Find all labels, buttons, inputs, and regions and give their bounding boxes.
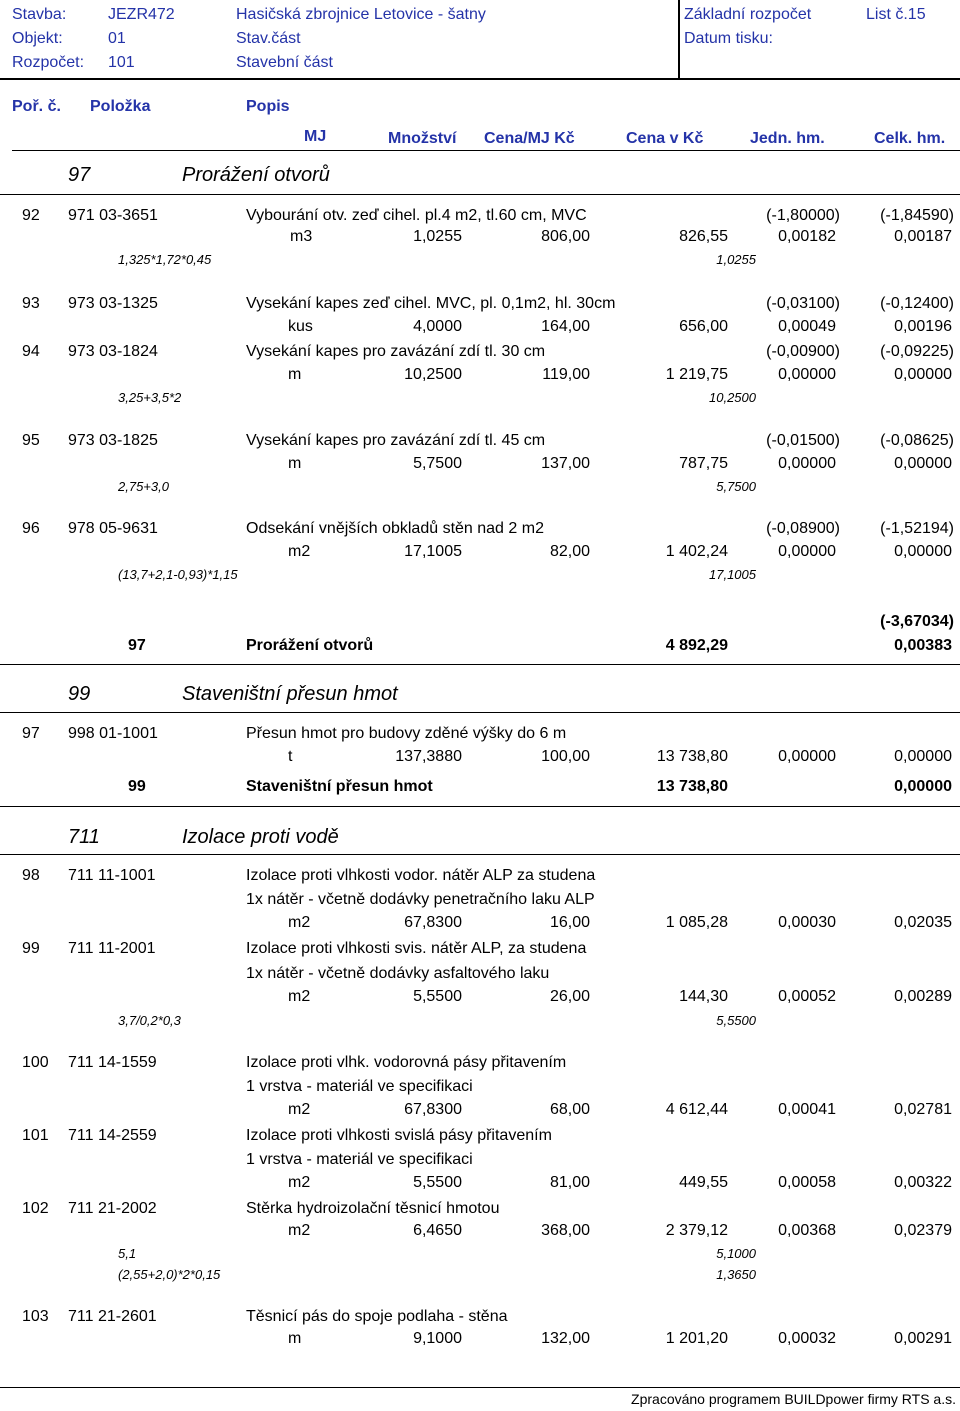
item-celk-hm: 0,00000 [894, 455, 952, 472]
footer-credit: Zpracováno programem BUILDpower firmy RTS a.s. [631, 1391, 956, 1407]
item-jedn-hm: 0,00049 [778, 318, 836, 335]
item-total: 2 379,12 [665, 1222, 728, 1239]
item-por: 98 [22, 867, 40, 884]
item-total: 4 612,44 [665, 1101, 728, 1118]
section-title: Staveništní přesun hmot [182, 683, 398, 705]
item-total: 449,55 [679, 1174, 728, 1191]
item-desc-detail: 1 vrstva - materiál ve specifikaci [246, 1151, 473, 1168]
item-celk-hm: 0,02781 [894, 1101, 952, 1118]
item-price: 164,00 [541, 318, 590, 335]
section-sum-title: Prorážení otvorů [246, 637, 374, 654]
section-code: 97 [68, 164, 91, 186]
objekt-code: 01 [108, 30, 126, 47]
calc-formula: 1,325*1,72*0,45 [118, 252, 212, 267]
item-total: 1 219,75 [665, 366, 728, 383]
column-header-rule [12, 150, 960, 151]
item-celk-hm: 0,00196 [894, 318, 952, 335]
item-celk-dem: (-0,08625) [880, 432, 954, 449]
col-celk-hm: Celk. hm. [874, 130, 946, 147]
calc-formula: (2,55+2,0)*2*0,15 [118, 1267, 221, 1282]
doc-type: Základní rozpočet [684, 6, 812, 23]
item-celk-hm: 0,00289 [894, 988, 952, 1005]
item-qty: 6,4650 [413, 1222, 462, 1239]
rozpocet-label: Rozpočet: [12, 54, 85, 71]
calc-result: 5,1000 [716, 1246, 756, 1261]
item-desc-detail: 1x nátěr - včetně dodávky penetračního laku ALP [246, 891, 595, 908]
item-desc: Vysekání kapes zeď cihel. MVC, pl. 0,1m2, hl. 30cm [246, 295, 616, 312]
stavba-label: Stavba: [12, 6, 67, 23]
item-celk-dem: (-0,09225) [880, 343, 954, 360]
calc-formula: 2,75+3,0 [118, 479, 169, 494]
item-price: 68,00 [549, 1101, 590, 1118]
item-price: 82,00 [549, 543, 590, 560]
col-popis: Popis [246, 98, 290, 115]
item-mj: m2 [288, 1101, 311, 1118]
item-celk-hm: 0,02379 [894, 1222, 952, 1239]
calc-result: 5,5500 [716, 1013, 756, 1028]
item-jedn-hm: 0,00058 [778, 1174, 836, 1191]
item-por: 94 [22, 343, 40, 360]
section-sum-title: Staveništní přesun hmot [246, 778, 433, 795]
report-header [0, 0, 960, 78]
item-mj: m3 [290, 228, 313, 245]
item-celk-hm: 0,00322 [894, 1174, 952, 1191]
item-por: 100 [22, 1054, 49, 1071]
item-desc-detail: 1x nátěr - včetně dodávky asfaltového laku [246, 965, 550, 982]
section-rule [0, 194, 960, 195]
item-code: 711 21-2002 [68, 1200, 157, 1217]
sheet-number: List č.15 [866, 6, 926, 23]
item-code: 978 05-9631 [68, 520, 158, 537]
item-qty: 137,3880 [395, 748, 462, 765]
col-mnozstvi: Množství [388, 130, 457, 147]
section-rule [0, 712, 960, 713]
section-sum-code: 99 [128, 778, 146, 795]
item-mj: kus [288, 318, 313, 335]
item-total: 1 085,28 [665, 914, 728, 931]
item-mj: m [288, 455, 302, 472]
item-mj: m2 [288, 914, 311, 931]
item-por: 101 [22, 1127, 49, 1144]
item-qty: 67,8300 [404, 1101, 462, 1118]
item-celk-hm: 0,00291 [894, 1330, 952, 1347]
item-price: 368,00 [541, 1222, 590, 1239]
item-code: 711 14-1559 [68, 1054, 157, 1071]
calc-formula: (13,7+2,1-0,93)*1,15 [118, 567, 238, 582]
date-label: Datum tisku: [684, 30, 773, 47]
col-jedn-hm: Jedn. hm. [750, 130, 825, 147]
item-celk-hm: 0,00187 [894, 228, 952, 245]
item-total: 144,30 [679, 988, 728, 1005]
item-desc: Těsnicí pás do spoje podlaha - stěna [246, 1308, 508, 1325]
header-divider [678, 0, 680, 78]
item-celk-hm: 0,02035 [894, 914, 952, 931]
item-desc: Odsekání vnějších obkladů stěn nad 2 m2 [246, 520, 544, 537]
item-qty: 5,5500 [413, 988, 462, 1005]
item-celk-dem: (-1,84590) [880, 207, 954, 224]
item-celk-hm: 0,00000 [894, 366, 952, 383]
item-por: 93 [22, 295, 40, 312]
item-jedn-hm: 0,00000 [778, 455, 836, 472]
calc-result: 10,2500 [709, 390, 756, 405]
rozpocet-name: Stavební část [236, 54, 333, 71]
item-desc: Stěrka hydroizolační těsnicí hmotou [246, 1200, 500, 1217]
col-polozka: Položka [90, 98, 151, 115]
calc-result: 1,3650 [716, 1267, 756, 1282]
item-mj: m2 [288, 1222, 311, 1239]
item-qty: 17,1005 [404, 543, 462, 560]
item-mj: t [288, 748, 293, 765]
item-desc: Izolace proti vlhkosti svislá pásy přitavením [246, 1127, 552, 1144]
item-code: 973 03-1325 [68, 295, 158, 312]
item-qty: 5,7500 [413, 455, 462, 472]
item-por: 96 [22, 520, 40, 537]
item-desc: Vysekání kapes pro zavázání zdí tl. 30 cm [246, 343, 546, 360]
item-jedn-hm: 0,00000 [778, 748, 836, 765]
calc-result: 17,1005 [709, 567, 756, 582]
item-desc: Vybourání otv. zeď cihel. pl.4 m2, tl.60 cm, MVC [246, 207, 587, 224]
col-mj: MJ [304, 128, 327, 145]
item-qty: 5,5500 [413, 1174, 462, 1191]
footer-rule [0, 1387, 960, 1388]
item-code: 711 11-2001 [68, 940, 156, 957]
section-rule [0, 854, 960, 855]
item-desc: Přesun hmot pro budovy zděné výšky do 6 m [246, 725, 567, 742]
item-por: 103 [22, 1308, 49, 1325]
item-desc: Izolace proti vlhkosti svis. nátěr ALP, za studena [246, 940, 587, 957]
item-total: 1 402,24 [665, 543, 728, 560]
item-price: 132,00 [541, 1330, 590, 1347]
stavba-name: Hasičská zbrojnice Letovice - šatny [236, 6, 486, 23]
item-code: 973 03-1824 [68, 343, 158, 360]
section-code: 99 [68, 683, 91, 705]
item-total: 787,75 [679, 455, 728, 472]
item-code: 711 21-2601 [68, 1308, 157, 1325]
stavba-code: JEZR472 [108, 6, 175, 23]
item-jedn-hm: 0,00182 [778, 228, 836, 245]
item-celk-hm: 0,00000 [894, 543, 952, 560]
header-bottom-rule [0, 78, 960, 80]
item-por: 97 [22, 725, 40, 742]
item-code: 711 14-2559 [68, 1127, 157, 1144]
item-jedn-hm: 0,00052 [778, 988, 836, 1005]
item-desc: Izolace proti vlhkosti vodor. nátěr ALP za studena [246, 867, 596, 884]
item-total: 1 201,20 [665, 1330, 728, 1347]
item-code: 973 03-1825 [68, 432, 158, 449]
item-price: 16,00 [549, 914, 590, 931]
item-jedn-dem: (-0,08900) [766, 520, 840, 537]
section-code: 711 [68, 826, 100, 848]
section-sum-total: 4 892,29 [665, 637, 728, 654]
section-title: Prorážení otvorů [182, 164, 330, 186]
section-sum-demolition: (-3,67034) [880, 613, 954, 630]
item-jedn-dem: (-0,01500) [766, 432, 840, 449]
item-desc-detail: 1 vrstva - materiál ve specifikaci [246, 1078, 473, 1095]
col-cena: Cena v Kč [626, 130, 704, 147]
item-code: 971 03-3651 [68, 207, 158, 224]
item-jedn-dem: (-1,80000) [766, 207, 840, 224]
item-jedn-hm: 0,00041 [778, 1101, 836, 1118]
col-por: Poř. č. [12, 98, 61, 115]
item-price: 806,00 [541, 228, 590, 245]
item-total: 826,55 [679, 228, 728, 245]
item-total: 656,00 [679, 318, 728, 335]
item-price: 119,00 [542, 366, 590, 383]
item-code: 711 11-1001 [68, 867, 156, 884]
item-code: 998 01-1001 [68, 725, 158, 742]
item-qty: 10,2500 [404, 366, 462, 383]
calc-result: 5,7500 [716, 479, 756, 494]
section-sum-weight: 0,00000 [894, 778, 952, 795]
objekt-name: Stav.část [236, 30, 301, 47]
item-qty: 67,8300 [404, 914, 462, 931]
section-sum-code: 97 [128, 637, 146, 654]
item-jedn-hm: 0,00032 [778, 1330, 836, 1347]
item-price: 81,00 [549, 1174, 590, 1191]
item-jedn-dem: (-0,00900) [766, 343, 840, 360]
section-rule [0, 664, 960, 665]
item-desc: Vysekání kapes pro zavázání zdí tl. 45 cm [246, 432, 546, 449]
item-celk-dem: (-1,52194) [880, 520, 954, 537]
item-por: 102 [22, 1200, 49, 1217]
item-celk-dem: (-0,12400) [880, 295, 954, 312]
calc-formula: 5,1 [118, 1246, 137, 1261]
section-rule [0, 806, 960, 807]
calc-result: 1,0255 [716, 252, 756, 267]
calc-formula: 3,25+3,5*2 [118, 390, 182, 405]
item-price: 137,00 [541, 455, 590, 472]
item-jedn-dem: (-0,03100) [766, 295, 840, 312]
col-cena-mj: Cena/MJ Kč [484, 130, 575, 147]
item-jedn-hm: 0,00000 [778, 543, 836, 560]
item-mj: m [288, 1330, 302, 1347]
item-desc: Izolace proti vlhk. vodorovná pásy přitavením [246, 1054, 567, 1071]
item-por: 92 [22, 207, 40, 224]
item-mj: m2 [288, 988, 311, 1005]
item-qty: 1,0255 [413, 228, 462, 245]
item-mj: m [288, 366, 302, 383]
item-price: 26,00 [549, 988, 590, 1005]
objekt-label: Objekt: [12, 30, 63, 47]
item-mj: m2 [288, 1174, 311, 1191]
item-price: 100,00 [541, 748, 590, 765]
rozpocet-code: 101 [108, 54, 135, 71]
item-jedn-hm: 0,00030 [778, 914, 836, 931]
item-por: 95 [22, 432, 40, 449]
section-title: Izolace proti vodě [182, 826, 339, 848]
item-por: 99 [22, 940, 40, 957]
item-qty: 9,1000 [413, 1330, 462, 1347]
item-jedn-hm: 0,00368 [778, 1222, 836, 1239]
item-celk-hm: 0,00000 [894, 748, 952, 765]
item-qty: 4,0000 [413, 318, 462, 335]
item-jedn-hm: 0,00000 [778, 366, 836, 383]
item-total: 13 738,80 [656, 748, 728, 765]
item-mj: m2 [288, 543, 311, 560]
section-sum-total: 13 738,80 [656, 778, 728, 795]
section-sum-weight: 0,00383 [894, 637, 952, 654]
calc-formula: 3,7/0,2*0,3 [118, 1013, 181, 1028]
